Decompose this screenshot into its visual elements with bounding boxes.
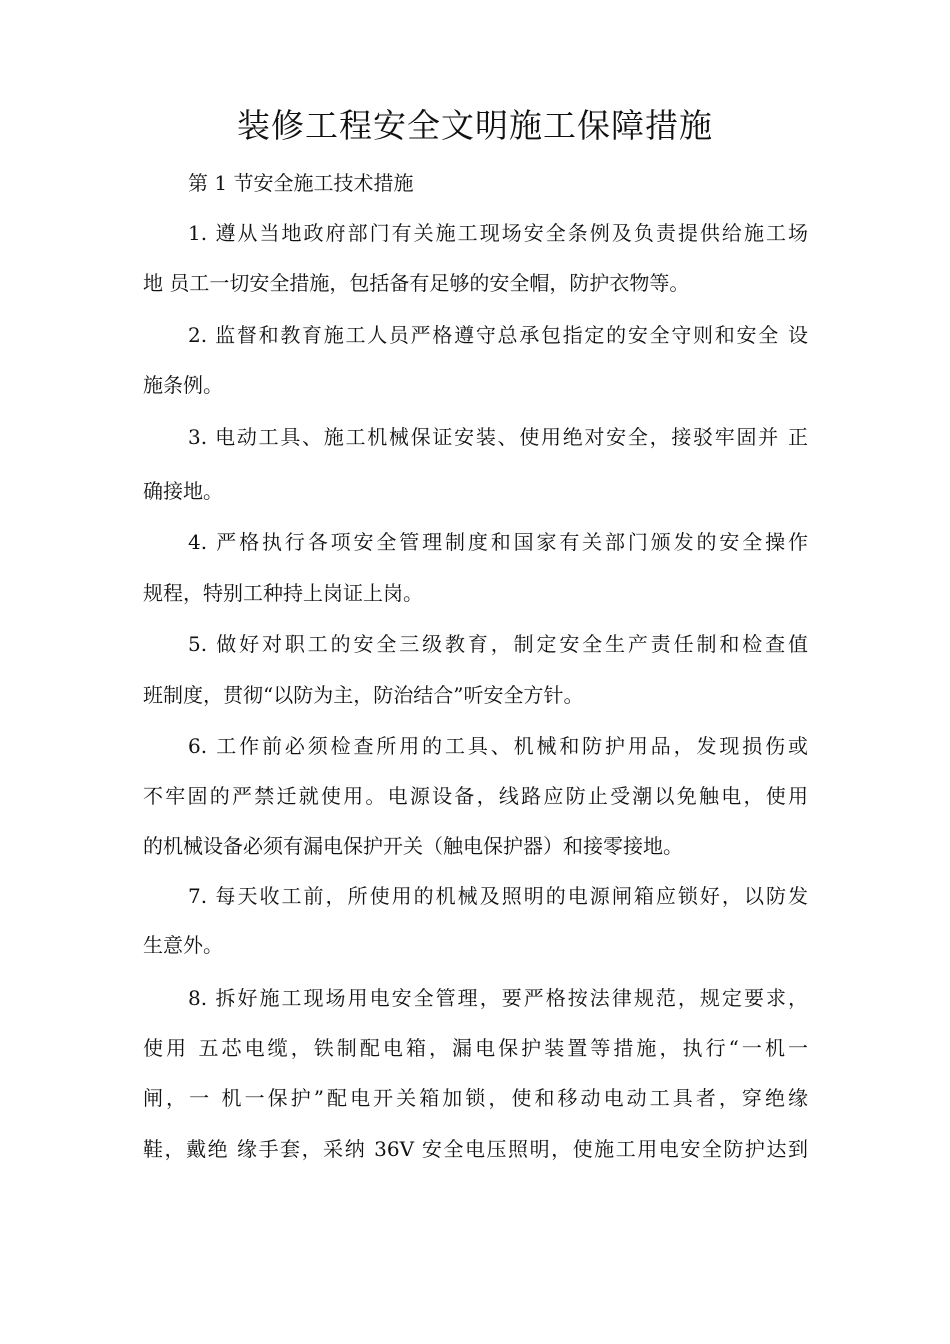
paragraph-line: 4. 严格执行各项安全管理制度和国家有关部门颁发的安全操作 — [188, 530, 808, 554]
paragraph-line: 施条例。 — [143, 373, 223, 397]
paragraph-line: 生意外。 — [143, 933, 223, 957]
paragraph-line: 闸，一 机一保护”配电开关箱加锁，使和移动电动工具者，穿绝缘 — [143, 1086, 808, 1110]
paragraph-line: 鞋，戴绝 缘手套，采纳 36V 安全电压照明，使施工用电安全防护达到 — [143, 1137, 808, 1161]
paragraph-line: 地 员工一切安全措施，包括备有足够的安全帽，防护衣物等。 — [143, 271, 690, 295]
paragraph-line: 班制度，贯彻“以防为主，防治结合”听安全方针。 — [143, 683, 584, 707]
paragraph-line: 8. 拆好施工现场用电安全管理，要严格按法律规范，规定要求， — [188, 986, 808, 1010]
paragraph-line: 规程，特别工种持上岗证上岗。 — [143, 581, 423, 605]
paragraph-line: 使用 五芯电缆，铁制配电箱，漏电保护装置等措施，执行“一机一 — [143, 1036, 808, 1060]
paragraph-line: 3. 电动工具、施工机械保证安装、使用绝对安全，接驳牢固并 正 — [188, 425, 808, 449]
paragraph-line: 不牢固的严禁迁就使用。电源设备，线路应防止受潮以免触电，使用 — [143, 784, 808, 808]
paragraph-line: 6. 工作前必须检查所用的工具、机械和防护用品，发现损伤或 — [188, 734, 808, 758]
paragraph-line: 2. 监督和教育施工人员严格遵守总承包指定的安全守则和安全 设 — [188, 323, 808, 347]
paragraph-line: 确接地。 — [143, 479, 223, 503]
section-heading: 第 1 节安全施工技术措施 — [188, 171, 414, 195]
paragraph-line: 的机械设备必须有漏电保护开关（触电保护器）和接零接地。 — [143, 834, 683, 858]
paragraph-line: 5. 做好对职工的安全三级教育，制定安全生产责任制和检查值 — [188, 632, 808, 656]
paragraph-line: 1. 遵从当地政府部门有关施工现场安全条例及负责提供给施工场 — [188, 221, 808, 245]
paragraph-line: 7. 每天收工前，所使用的机械及照明的电源闸箱应锁好，以防发 — [188, 884, 808, 908]
document-title: 装修工程安全文明施工保障措施 — [237, 106, 713, 145]
